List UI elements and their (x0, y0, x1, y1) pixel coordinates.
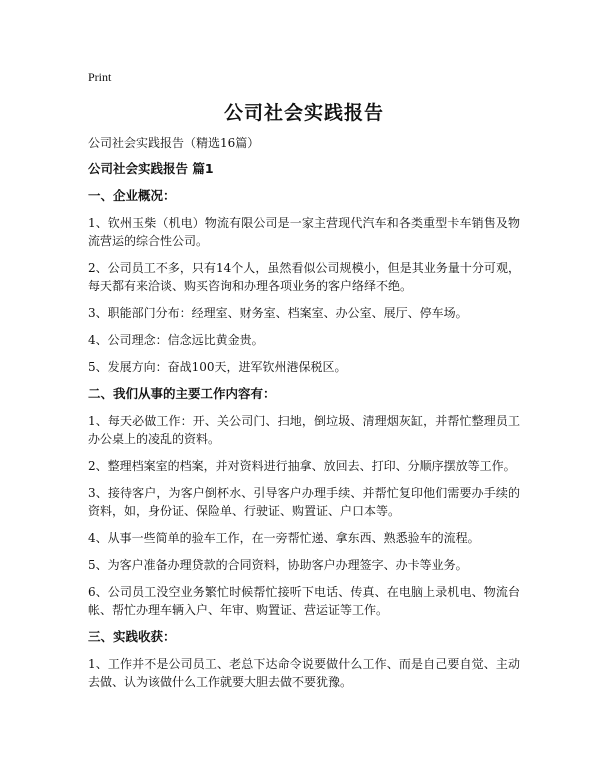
print-link[interactable]: Print (88, 70, 112, 84)
paragraph: 4、公司理念：信念远比黄金贵。 (88, 333, 264, 347)
document-subtitle: 公司社会实践报告（精选16篇） (88, 136, 260, 150)
section-heading: 三、实践收获： (88, 629, 176, 644)
paragraph: 1、钦州玉柴（机电）物流有限公司是一家主营现代汽车和各类重型卡车销售及物流营运的综合性公司。 (88, 216, 520, 248)
paragraph: 5、发展方向：奋战100天，进军钦州港保税区。 (88, 360, 347, 374)
section-heading: 一、企业概况： (88, 188, 176, 203)
paragraph: 2、整理档案室的档案，并对资料进行抽拿、放回去、打印、分顺序摆放等工作。 (88, 459, 516, 473)
section-heading: 公司社会实践报告 篇1 (88, 161, 214, 176)
paragraph: 6、公司员工没空业务繁忙时候帮忙接听下电话、传真、在电脑上录机电、物流台帐、帮忙办理车辆入户、年审、购置证、营运证等工作。 (88, 585, 520, 617)
paragraph: 5、为客户准备办理贷款的合同资料，协助客户办理签字、办卡等业务。 (88, 558, 468, 572)
page-title: 公司社会实践报告 (223, 102, 384, 124)
document-body (88, 160, 520, 700)
section-heading: 二、我们从事的主要工作内容有： (88, 386, 276, 401)
paragraph: 3、接待客户，为客户倒杯水、引导客户办理手续、并帮忙复印他们需要办手续的资料，如，身份证、保险单、行驶证、购置证、户口本等。 (88, 486, 520, 518)
paragraph: 1、工作并不是公司员工、老总下达命令说要做什么工作、而是自己要自觉、主动去做、认为该做什么工作就要大胆去做不要犹豫。 (88, 657, 520, 689)
paragraph: 3、职能部门分布：经理室、财务室、档案室、办公室、展厅、停车场。 (88, 306, 468, 320)
paragraph: 2、公司员工不多，只有14个人，虽然看似公司规模小，但是其业务量十分可观，每天都有来洽谈、购买咨询和办理各项业务的客户络绎不绝。 (88, 261, 520, 293)
paragraph: 1、每天必做工作：开、关公司门、扫地，倒垃圾、清理烟灰缸，并帮忙整理员工办公桌上的凌乱的资料。 (88, 414, 520, 446)
paragraph: 4、从事一些简单的验车工作，在一旁帮忙递、拿东西、熟悉验车的流程。 (88, 531, 480, 545)
